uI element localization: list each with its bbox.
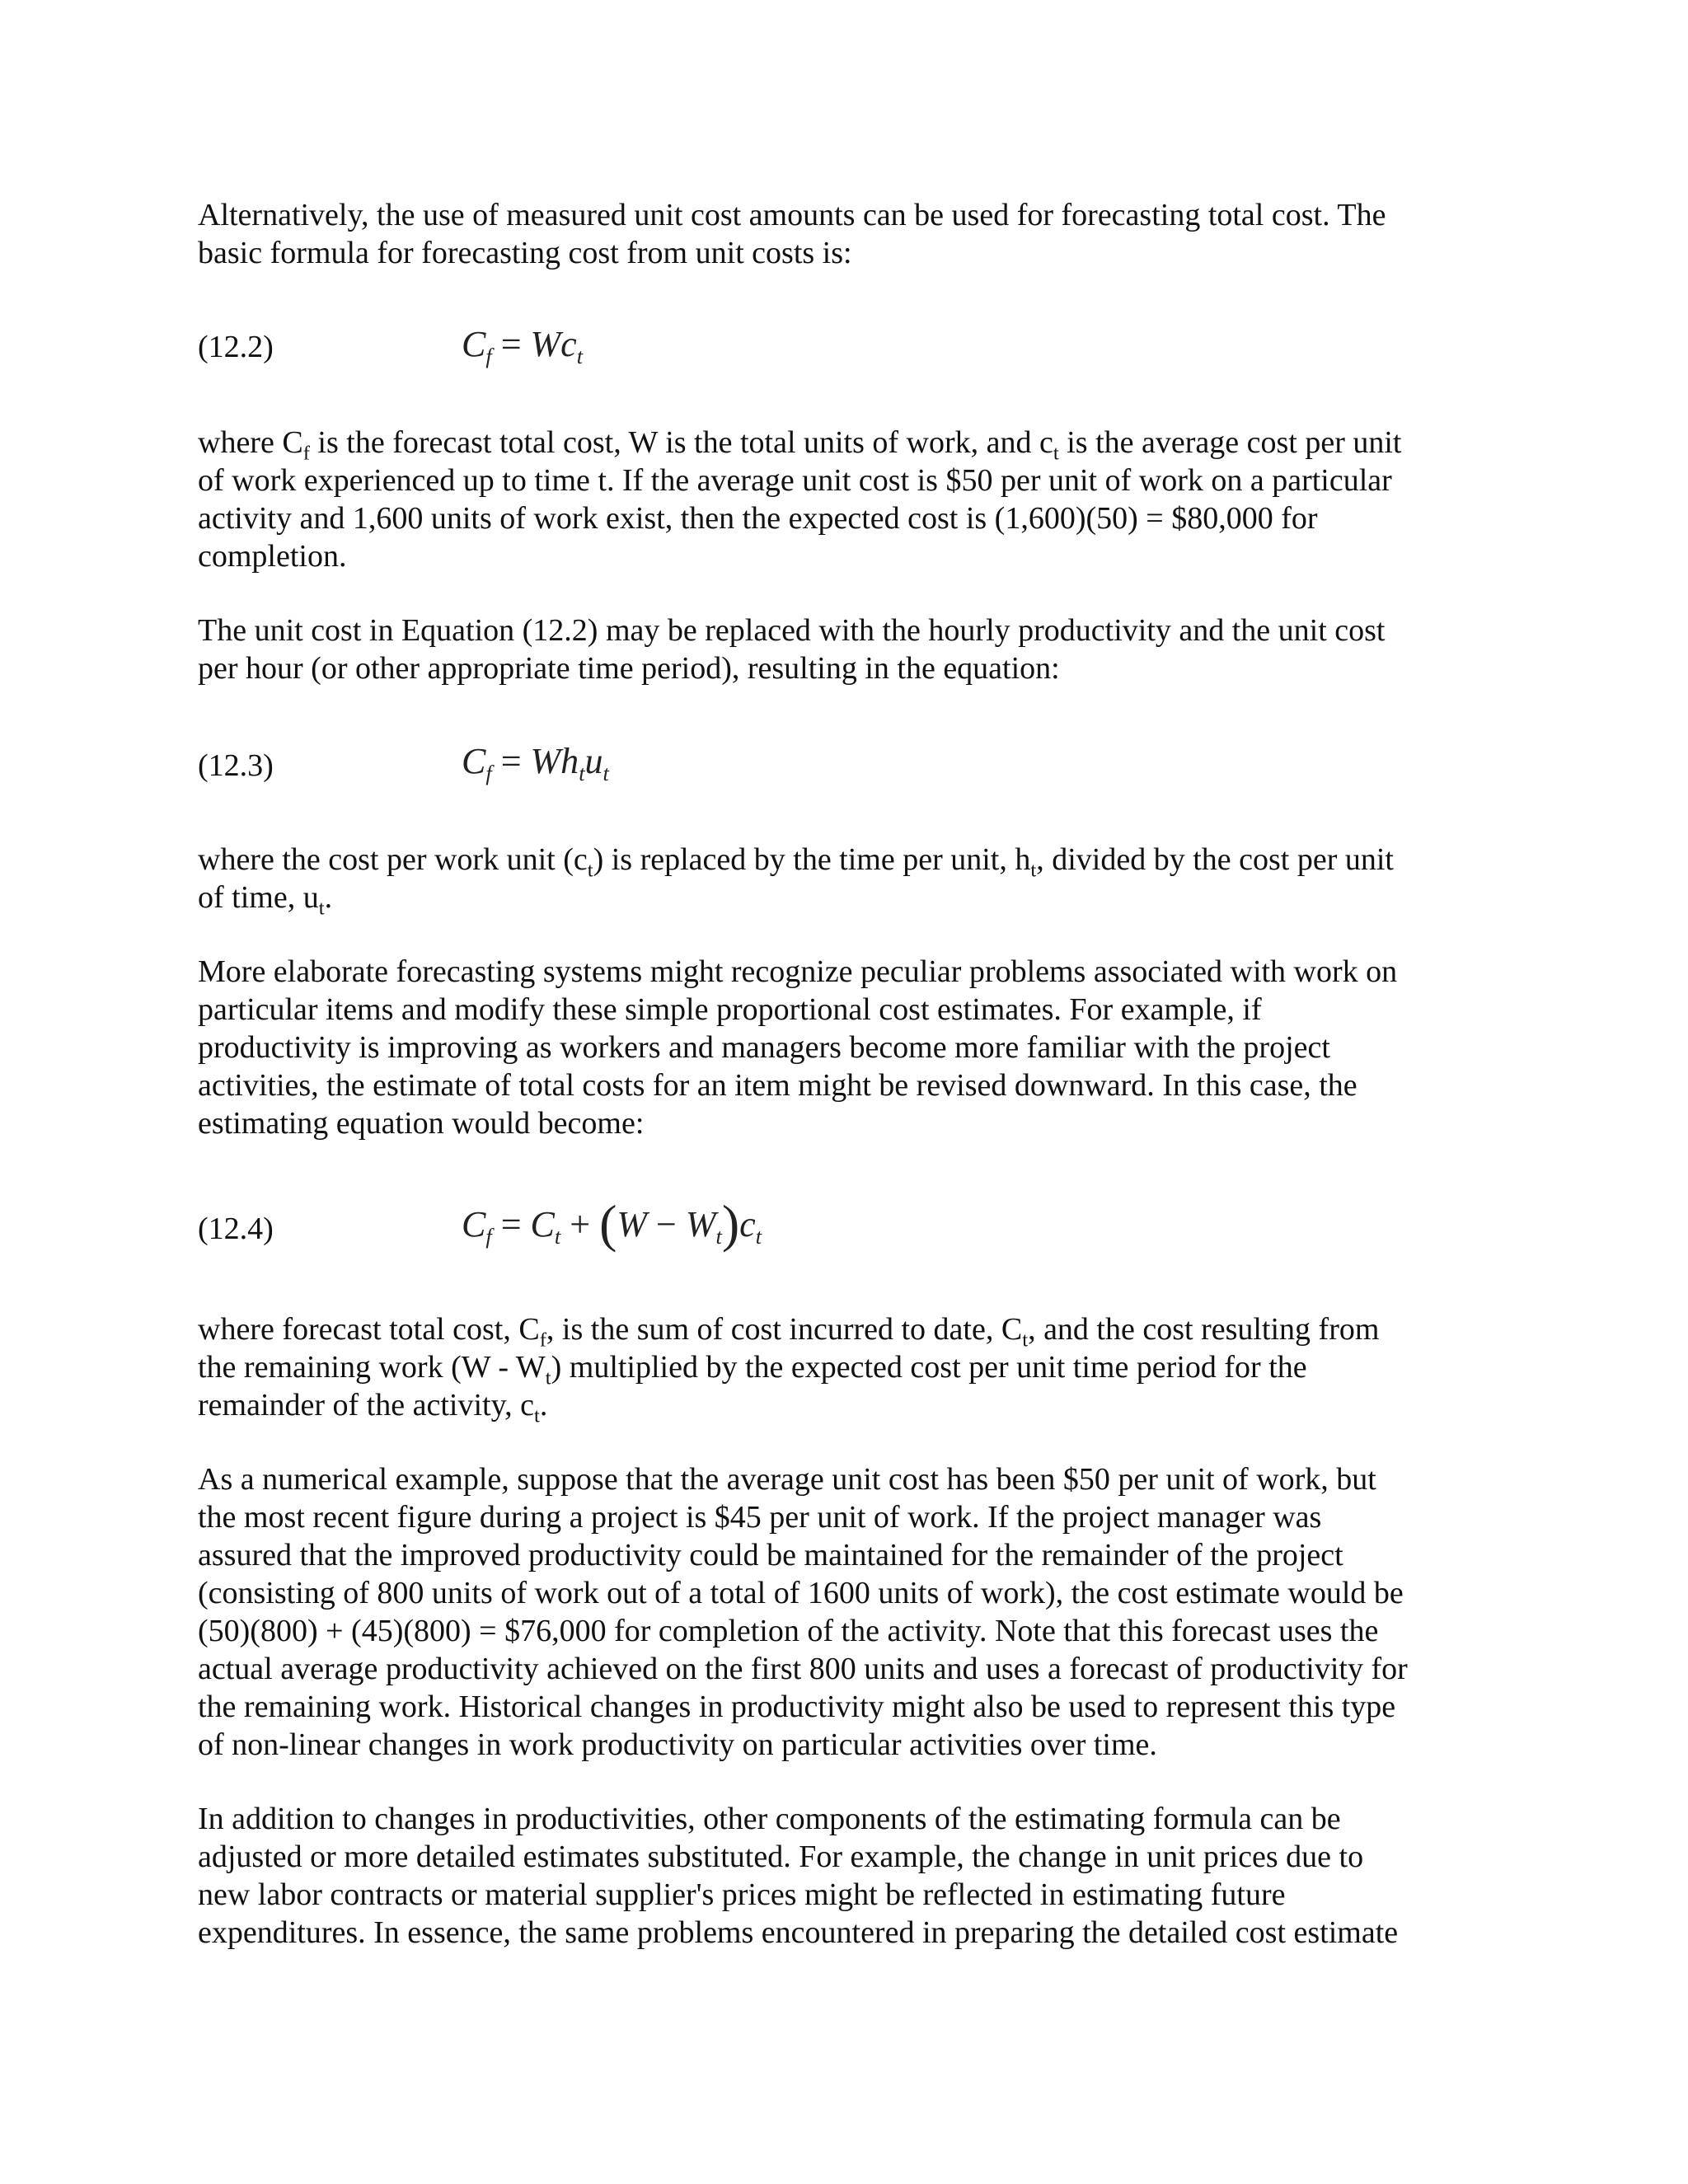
eq3-ct: c [739, 1204, 756, 1244]
eq2-lhs: C [462, 741, 486, 781]
eq3-right-paren: ) [721, 1194, 740, 1253]
p6-l1-c: , and the cost resulting from [1028, 1312, 1380, 1347]
p2-l1-sub2: t [1053, 442, 1059, 465]
eq1-lhs: C [462, 324, 486, 364]
paragraph-7-line-8: of non-linear changes in work productivity on particular activities over time. [198, 1727, 1157, 1762]
paragraph-2-line-3: activity and 1,600 units of work exist, then the expected cost is (1,600)(50) = $80,000 for [198, 501, 1318, 536]
p6-l3-b: . [539, 1388, 548, 1422]
eq3-left-paren: ( [599, 1194, 617, 1253]
p2-l1-b: is the forecast total cost, W is the total units of work, and c [309, 425, 1053, 460]
paragraph-2-line-2: of work experienced up to time t. If the average unit cost is $50 per unit of work on a particular [198, 463, 1392, 498]
eq3-w: W [617, 1204, 648, 1244]
paragraph-3-line-1: The unit cost in Equation (12.2) may be replaced with the hourly productivity and the unit cost [198, 613, 1386, 648]
eq2-lhs-sub: f [485, 761, 492, 786]
paragraph-5-line-1: More elaborate forecasting systems might recognize peculiar problems associated with work on [198, 954, 1398, 989]
p6-l1-sub2: t [1022, 1329, 1029, 1352]
p6-l1-a: where forecast total cost, C [198, 1312, 540, 1347]
paragraph-6-line-3 [198, 1386, 1484, 1436]
p6-l1-sub1: f [539, 1329, 546, 1352]
p2-l1-a: where C [198, 425, 303, 460]
eq3-plus: + [560, 1204, 600, 1244]
paragraph-5-line-3: productivity is improving as workers and managers become more familiar with the project [198, 1030, 1330, 1065]
equation-12-3-number: (12.3) [198, 748, 274, 783]
eq3-wt-sub: t [715, 1224, 722, 1249]
eq3-minus: − [647, 1204, 686, 1244]
eq2-r2: u [584, 741, 603, 781]
eq1-op: = [491, 324, 531, 364]
p4-l1-c: , divided by the cost per unit [1036, 842, 1394, 877]
eq2-r2-sub: t [603, 761, 609, 786]
equation-12-2 [462, 321, 583, 379]
paragraph-1-line-1: Alternatively, the use of measured unit cost amounts can be used for forecasting total cost. The [198, 198, 1386, 232]
eq1-r1-sub: t [576, 344, 584, 369]
p4-l1-a: where the cost per work unit (c [198, 842, 588, 877]
eq3-op: = [491, 1204, 531, 1244]
paragraph-7-line-1: As a numerical example, suppose that the average unit cost has been $50 per unit of work, but [198, 1462, 1376, 1497]
paragraph-1-line-2: basic formula for forecasting cost from unit costs is: [198, 236, 852, 270]
paragraph-8-line-1: In addition to changes in productivities, other components of the estimating formula can be [198, 1802, 1341, 1836]
eq3-lhs-sub: f [485, 1224, 492, 1249]
eq3-t1-sub: t [554, 1224, 561, 1249]
eq3-t1: C [530, 1204, 555, 1244]
eq3-ct-sub: t [755, 1224, 762, 1249]
p4-l2-a: of time, u [198, 880, 319, 915]
paragraph-2-line-4: completion. [198, 539, 347, 574]
eq2-r1: Wh [530, 741, 579, 781]
p4-l1-b: ) is replaced by the time per unit, h [593, 842, 1031, 877]
p6-l2-sub: t [545, 1366, 551, 1390]
paragraph-7-line-2: the most recent figure during a project is $45 per unit of work. If the project manager was [198, 1500, 1322, 1535]
eq3-lhs: C [462, 1204, 486, 1244]
paragraph-8-line-3: new labor contracts or material supplier's prices might be reflected in estimating future [198, 1877, 1286, 1912]
equation-12-4 [462, 1194, 762, 1259]
p4-l2-b: . [324, 880, 333, 915]
paragraph-7-line-5: (50)(800) + (45)(800) = $76,000 for completion of the activity. Note that this forecast uses the [198, 1614, 1379, 1648]
paragraph-8-line-4: expenditures. In essence, the same problems encountered in preparing the detailed cost estimate [198, 1915, 1399, 1950]
p4-l1-sub1: t [587, 859, 593, 882]
paragraph-5-line-5: estimating equation would become: [198, 1106, 645, 1141]
equation-12-3 [462, 738, 609, 796]
p4-l1-sub2: t [1030, 859, 1037, 882]
eq3-wt: W [685, 1204, 716, 1244]
p6-l3-sub: t [533, 1404, 540, 1427]
paragraph-7-line-4: (consisting of 800 units of work out of a total of 1600 units of work), the cost estimate would be [198, 1576, 1404, 1610]
paragraph-7-line-6: actual average productivity achieved on the first 800 units and uses a forecast of productivity for [198, 1652, 1408, 1686]
p2-l1-c: is the average cost per unit [1058, 425, 1402, 460]
p6-l2-b: ) multiplied by the expected cost per unit time period for the [551, 1350, 1307, 1385]
paragraph-7-line-7: the remaining work. Historical changes in productivity might also be used to represent this type [198, 1690, 1396, 1724]
p6-l1-b: , is the sum of cost incurred to date, C [546, 1312, 1023, 1347]
paragraph-7-line-3: assured that the improved productivity could be maintained for the remainder of the project [198, 1538, 1343, 1572]
eq2-r1-sub: t [579, 761, 585, 786]
p2-l1-sub1: f [302, 442, 310, 465]
p6-l2-a: the remaining work (W - W [198, 1350, 546, 1385]
p4-l2-sub: t [318, 897, 325, 920]
paragraph-3-line-2: per hour (or other appropriate time period), resulting in the equation: [198, 651, 1060, 686]
paragraph-4-line-2 [198, 879, 1484, 928]
p6-l3-a: remainder of the activity, c [198, 1388, 534, 1422]
eq1-lhs-sub: f [485, 344, 492, 369]
eq1-r1: Wc [530, 324, 577, 364]
equation-12-2-number: (12.2) [198, 330, 274, 364]
paragraph-5-line-4: activities, the estimate of total costs for an item might be revised downward. In this case, the [198, 1068, 1357, 1103]
paragraph-5-line-2: particular items and modify these simple proportional cost estimates. For example, if [198, 992, 1262, 1027]
paragraph-8-line-2: adjusted or more detailed estimates substituted. For example, the change in unit prices due to [198, 1840, 1364, 1874]
equation-12-4-number: (12.4) [198, 1212, 274, 1246]
eq2-op: = [491, 741, 531, 781]
